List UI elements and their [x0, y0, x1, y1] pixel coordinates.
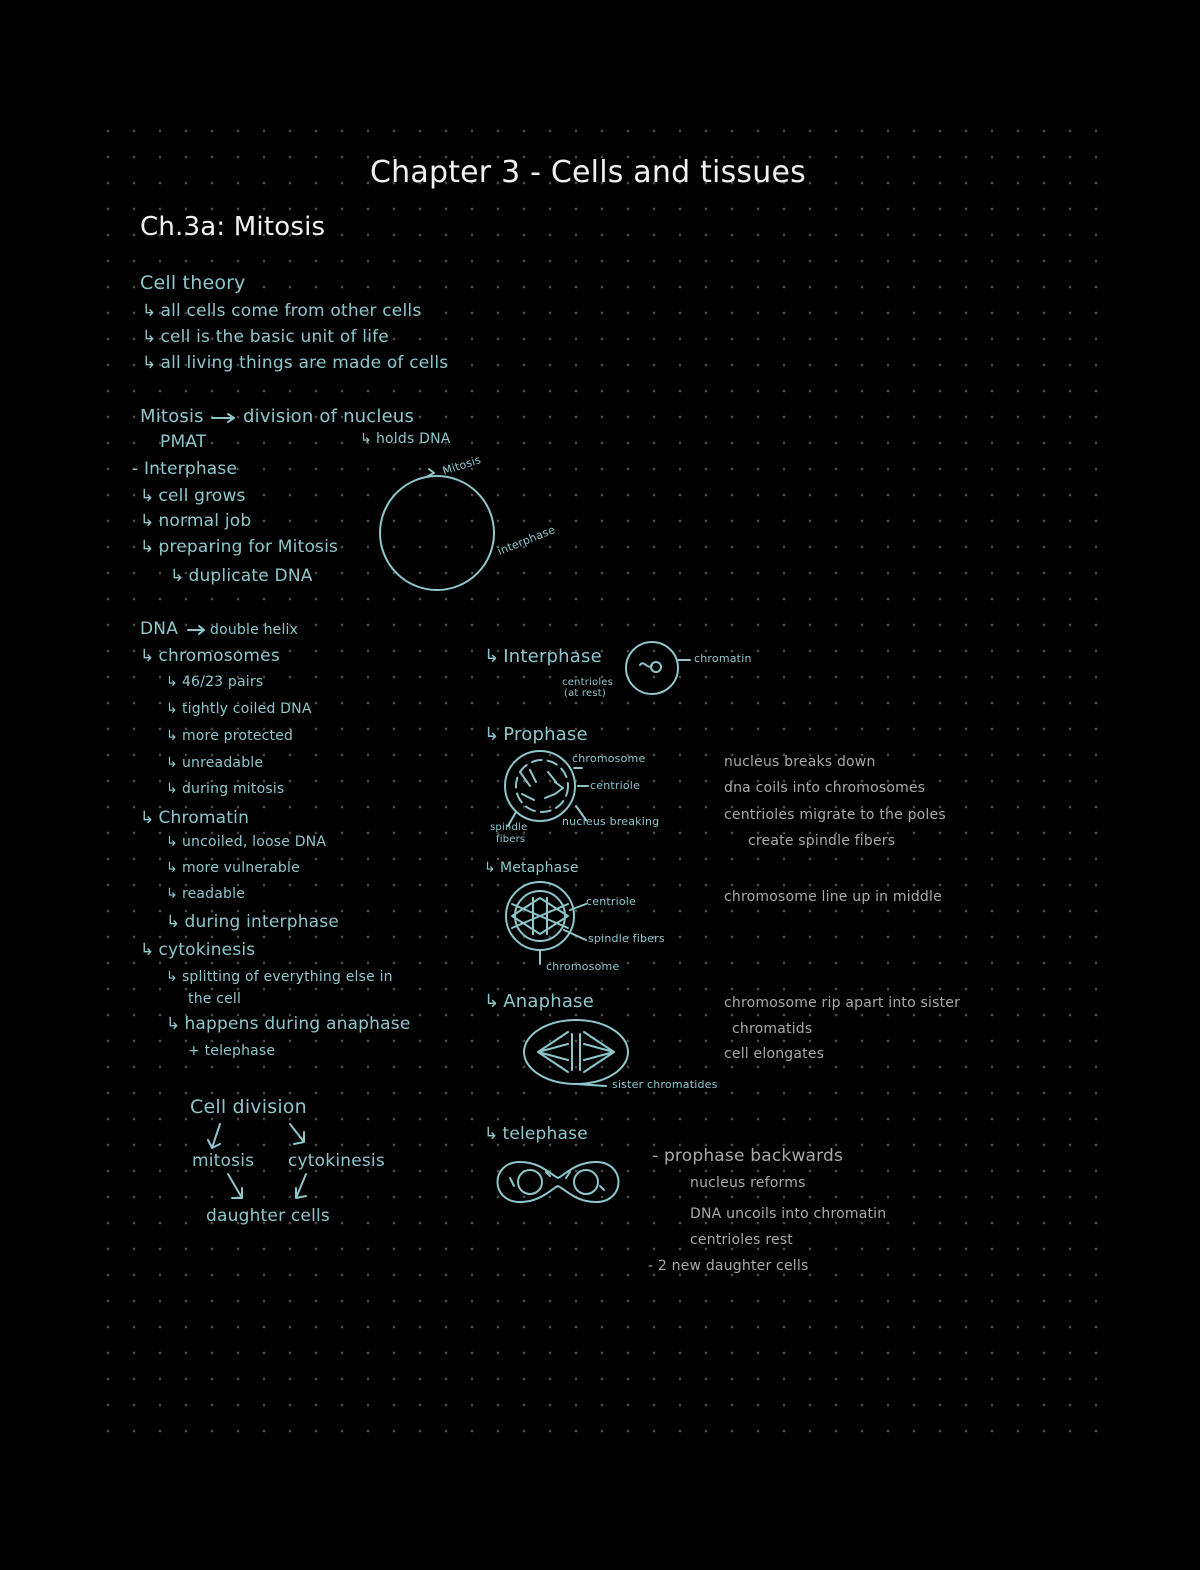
chromosome-point: ↳ more protected — [166, 728, 293, 744]
prophase-label-chromosome: chromosome — [572, 752, 646, 765]
metaphase-cell-drawing — [506, 882, 586, 964]
cycle-label-interphase: interphase — [495, 523, 558, 558]
cell-division-heading: Cell division — [190, 1096, 307, 1118]
dna-arrow — [188, 626, 204, 634]
prophase-note: nucleus breaks down — [724, 754, 876, 770]
cell-division-result: daughter cells — [206, 1206, 330, 1226]
pmat-mnemonic: PMAT — [160, 432, 207, 452]
cell-cycle-circle — [380, 476, 494, 590]
nucleus-note: ↳ holds DNA — [360, 431, 451, 447]
page-title: Chapter 3 - Cells and tissues — [370, 155, 806, 190]
cell-theory-point: ↳ cell is the basic unit of life — [142, 327, 389, 347]
mitosis-heading: Mitosis — [140, 406, 204, 427]
prophase-label-centriole: centriole — [590, 779, 641, 792]
metaphase-label-chromosome: chromosome — [546, 960, 620, 973]
interphase-subpoint: ↳ duplicate DNA — [170, 566, 313, 586]
chromosomes-heading: ↳ chromosomes — [140, 646, 280, 666]
cytokinesis-point: ↳ splitting of everything else in — [166, 969, 393, 985]
metaphase-label-spindle: spindle fibers — [588, 932, 665, 945]
anaphase-label-sister: sister chromatides — [612, 1078, 718, 1091]
interphase-label-rest: (at rest) — [564, 688, 607, 699]
interphase-heading: - Interphase — [132, 459, 238, 479]
cytokinesis-point: + telephase — [188, 1043, 276, 1059]
telephase-note: centrioles rest — [690, 1232, 793, 1248]
chromatin-point: ↳ uncoiled, loose DNA — [166, 834, 326, 850]
cell-theory-point: ↳ all cells come from other cells — [142, 301, 421, 321]
chromosome-point: ↳ unreadable — [166, 755, 263, 771]
interphase-point: ↳ cell grows — [140, 486, 246, 506]
telephase-note: - prophase backwards — [652, 1146, 844, 1166]
section-subtitle: Ch.3a: Mitosis — [140, 212, 326, 242]
cytokinesis-point-cont: the cell — [188, 991, 242, 1007]
telephase-note: nucleus reforms — [690, 1175, 806, 1191]
phase-metaphase: ↳ Metaphase — [484, 860, 579, 876]
chromosome-point: ↳ tightly coiled DNA — [166, 701, 312, 717]
chromatin-point: ↳ more vulnerable — [166, 860, 300, 876]
prophase-note: create spindle fibers — [748, 833, 896, 849]
interphase-point: ↳ normal job — [140, 511, 251, 531]
anaphase-cell-drawing — [524, 1020, 628, 1086]
phase-anaphase: ↳ Anaphase — [484, 991, 594, 1012]
chromatin-heading: ↳ Chromatin — [140, 808, 249, 828]
chromatin-point: ↳ during interphase — [166, 912, 339, 932]
telephase-note: DNA uncoils into chromatin — [690, 1206, 887, 1222]
telephase-note: - 2 new daughter cells — [648, 1258, 809, 1274]
telophase-cell-drawing — [498, 1162, 619, 1202]
phase-telephase: ↳ telephase — [484, 1124, 588, 1144]
cytokinesis-point: ↳ happens during anaphase — [166, 1014, 410, 1034]
phase-interphase: ↳ Interphase — [484, 646, 602, 667]
prophase-label-fibers: fibers — [496, 834, 526, 845]
interphase-cell-drawing — [626, 642, 690, 694]
metaphase-note: chromosome line up in middle — [724, 889, 942, 905]
dna-heading: DNA — [140, 619, 179, 639]
definition-arrow — [212, 414, 234, 422]
cell-division-mitosis: mitosis — [192, 1151, 255, 1171]
metaphase-label-centriole: centriole — [586, 895, 637, 908]
prophase-note: dna coils into chromosomes — [724, 780, 926, 796]
anaphase-note: chromosome rip apart into sister — [724, 995, 961, 1011]
prophase-label-spindle: spindle — [490, 822, 528, 833]
interphase-label-centrioles: centrioles — [562, 677, 614, 688]
mitosis-definition: division of nucleus — [243, 406, 415, 427]
cycle-label-mitosis: Mitosis — [440, 453, 483, 478]
cycle-arrow — [428, 469, 434, 476]
chromatin-point: ↳ readable — [166, 886, 245, 902]
prophase-label-nucleus: nucleus breaking — [562, 815, 660, 828]
anaphase-note: cell elongates — [724, 1046, 825, 1062]
interphase-label-chromatin: chromatin — [694, 652, 752, 665]
phase-prophase: ↳ Prophase — [484, 724, 588, 745]
anaphase-note: chromatids — [732, 1021, 813, 1037]
cell-theory-heading: Cell theory — [140, 272, 246, 294]
prophase-note: centrioles migrate to the poles — [724, 807, 946, 823]
dna-definition: double helix — [210, 622, 299, 638]
cell-division-cytokinesis: cytokinesis — [288, 1151, 385, 1171]
chromosome-point: ↳ during mitosis — [166, 781, 284, 797]
interphase-point: ↳ preparing for Mitosis — [140, 537, 338, 557]
chromosome-point: ↳ 46/23 pairs — [166, 674, 263, 690]
cell-theory-point: ↳ all living things are made of cells — [142, 353, 448, 373]
cytokinesis-heading: ↳ cytokinesis — [140, 940, 255, 960]
